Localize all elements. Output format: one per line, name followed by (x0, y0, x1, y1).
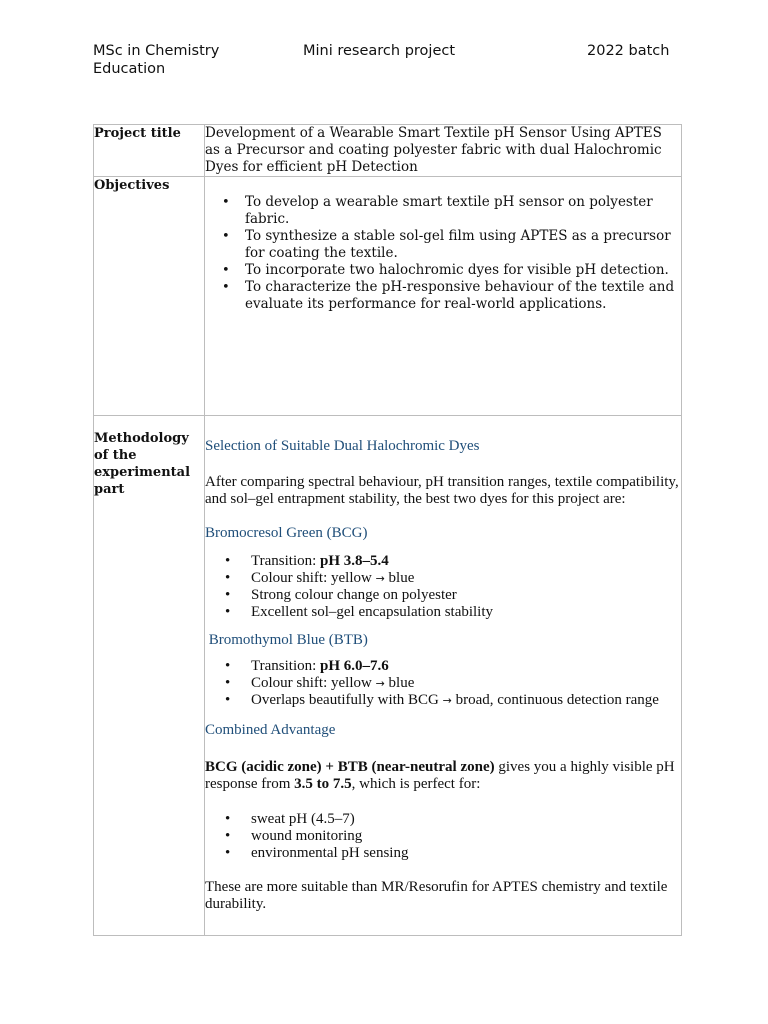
arrow-icon: → (442, 694, 452, 707)
bullet-icon: • (222, 280, 230, 295)
objective-item: • To develop a wearable smart textile pH sensor on polyester fabric. (222, 194, 653, 227)
bullet-icon: • (222, 195, 230, 210)
bullet-icon: • (225, 587, 231, 603)
section-heading-btb: Bromothymol Blue (BTB) (205, 632, 368, 648)
bullet-icon: • (225, 828, 231, 844)
project-title-value: Development of a Wearable Smart Textile pH Sensor Using APTES as a Precursor and coating polyester fabric with dual Halochromic Dyes for efficient pH Detection (205, 125, 682, 177)
objective-item: • To incorporate two halochromic dyes for visible pH detection. (222, 262, 669, 278)
list-item: • environmental pH sensing (225, 845, 409, 861)
bullet-icon: • (225, 604, 231, 620)
project-table (93, 124, 682, 936)
objectives-row (94, 177, 682, 416)
arrow-icon: → (375, 572, 385, 585)
list-item: • wound monitoring (225, 828, 363, 844)
list-item: • Colour shift: yellow → blue (225, 570, 415, 586)
methodology-intro: After comparing spectral behaviour, pH transition ranges, textile compatibility, and sol–gel entrapment stability, the best two dyes for this project are: (205, 474, 679, 507)
list-item: • sweat pH (4.5–7) (225, 811, 355, 827)
uses-list (205, 811, 681, 862)
bullet-icon: • (222, 263, 230, 278)
bullet-icon: • (225, 553, 231, 569)
bullet-icon: • (225, 692, 231, 708)
section-heading-dye-selection: Selection of Suitable Dual Halochromic Dyes (205, 438, 480, 454)
list-item: • Transition: pH 6.0–7.6 (225, 658, 389, 674)
header-course: MSc in Chemistry Education (93, 43, 220, 77)
project-title-label: Project title (94, 125, 205, 177)
bullet-icon: • (225, 675, 231, 691)
methodology-row (94, 416, 682, 936)
bullet-icon: • (222, 229, 230, 244)
arrow-icon: → (375, 677, 385, 690)
bullet-icon: • (225, 658, 231, 674)
bullet-icon: • (225, 570, 231, 586)
header-project-type: Mini research project (303, 43, 456, 59)
list-item: • Overlaps beautifully with BCG → broad, continuous detection range (225, 692, 659, 708)
list-item: • Strong colour change on polyester (225, 587, 457, 603)
methodology-label: Methodology of the experimental part (94, 416, 205, 936)
objectives-label: Objectives (94, 177, 205, 416)
objective-item: • To characterize the pH-responsive behaviour of the textile and evaluate its performance for real-world applications. (222, 279, 675, 312)
section-heading-combined: Combined Advantage (205, 722, 336, 738)
list-item: • Colour shift: yellow → blue (225, 675, 415, 691)
bullet-icon: • (225, 845, 231, 861)
objective-item: • To synthesize a stable sol-gel film using APTES as a precursor for coating the textile. (222, 228, 671, 261)
project-title-row (94, 125, 682, 177)
combined-paragraph: BCG (acidic zone) + BTB (near-neutral zone) gives you a highly visible pH response from 3.5 to 7.5, which is perfect for: (205, 759, 675, 792)
list-item: • Excellent sol–gel encapsulation stability (225, 604, 494, 620)
bcg-list (205, 553, 681, 621)
bullet-icon: • (225, 811, 231, 827)
list-item: • Transition: pH 3.8–5.4 (225, 553, 389, 569)
methodology-content (205, 416, 682, 936)
section-heading-bcg: Bromocresol Green (BCG) (205, 525, 368, 541)
header-batch: 2022 batch (587, 43, 670, 59)
btb-list (205, 658, 681, 709)
closing-paragraph: These are more suitable than MR/Resorufin for APTES chemistry and textile durability. (205, 879, 668, 912)
objectives-list (205, 194, 681, 313)
